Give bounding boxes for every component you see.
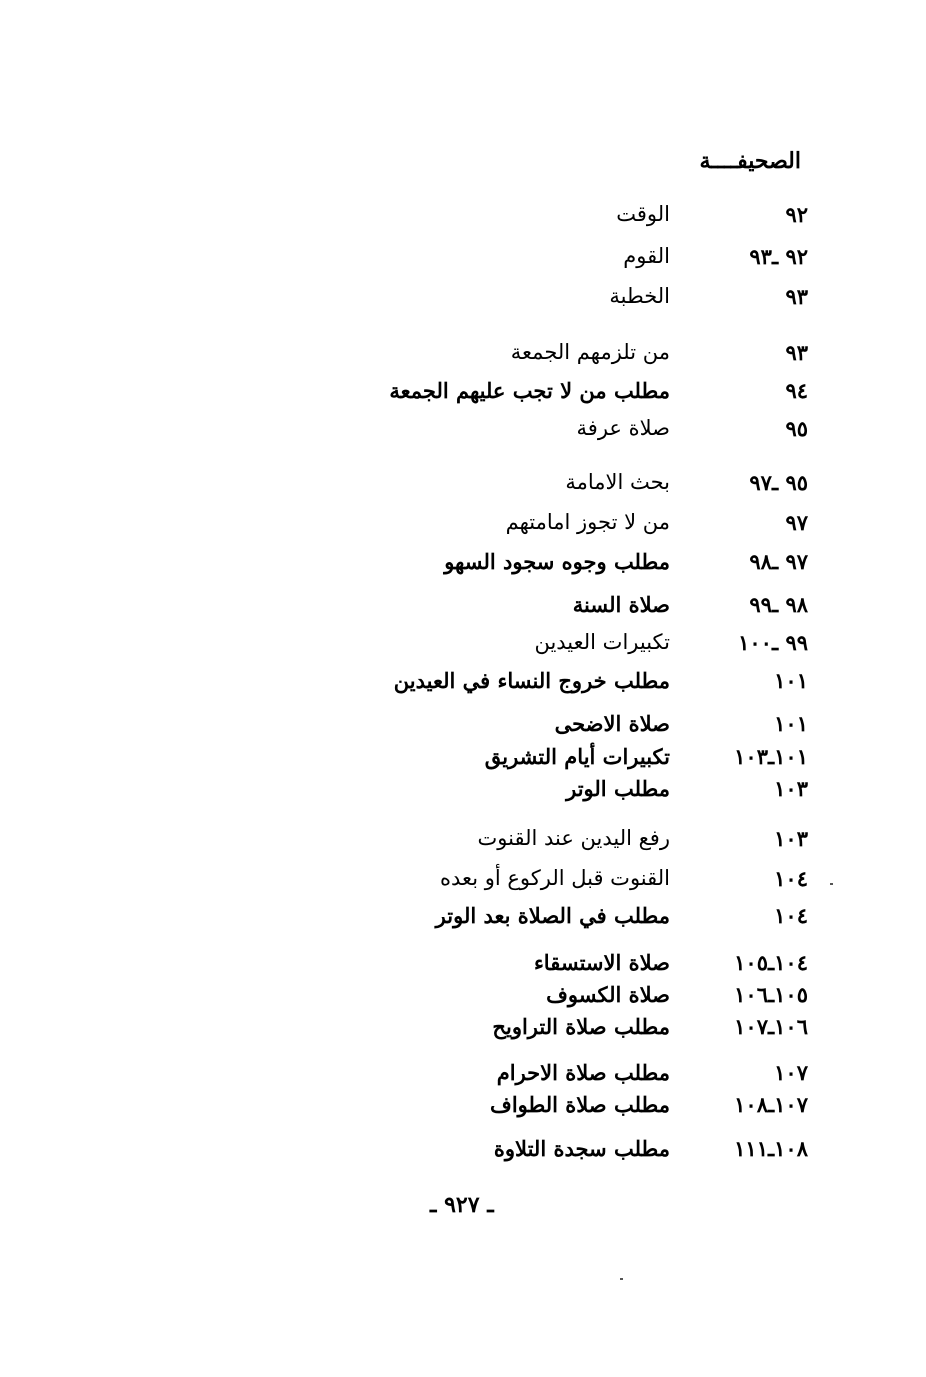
toc-entry [0, 1014, 926, 1048]
toc-entry [0, 903, 926, 937]
page-reference: ١٠٥ـ١٠٦ [734, 982, 808, 1007]
toc-entry [0, 416, 926, 450]
page-reference: ١٠٣ [774, 776, 808, 801]
page-reference: ١٠٦ـ١٠٧ [734, 1014, 808, 1039]
toc-entry [0, 284, 926, 318]
page-reference: ١٠١ـ١٠٣ [734, 744, 808, 769]
toc-entry [0, 340, 926, 374]
topic-title: رفع اليدين عند القنوت [477, 826, 670, 850]
page-reference: ٩٥ [785, 416, 808, 441]
toc-entry [0, 711, 926, 745]
column-header: الصحيفــــة [699, 148, 801, 174]
topic-title: مطلب خروج النساء في العيدين [393, 668, 670, 693]
topic-title: صلاة عرفة [576, 416, 670, 440]
toc-entry [0, 1060, 926, 1094]
toc-entry [0, 510, 926, 544]
toc-entry [0, 244, 926, 278]
toc-entry [0, 1092, 926, 1126]
topic-title: من لا تجوز امامتهم [505, 510, 670, 534]
topic-title: تكبيرات العيدين [534, 630, 670, 654]
page-reference: ٩٨ ـ٩٩ [749, 592, 808, 617]
toc-entry [0, 982, 926, 1016]
topic-title: صلاة الاستسقاء [533, 950, 670, 975]
topic-title: مطلب سجدة التلاوة [493, 1136, 670, 1161]
page-reference: ١٠٤ـ١٠٥ [734, 950, 808, 975]
page-reference: ١٠٧ـ١٠٨ [734, 1092, 808, 1117]
topic-title: تكبيرات أيام التشريق [484, 744, 670, 769]
topic-title: مطلب صلاة التراويح [492, 1014, 670, 1039]
page-reference: ٩٢ ـ٩٣ [749, 244, 808, 269]
page-reference: ١٠٨ـ١١١ [734, 1136, 808, 1161]
page-reference: ٩٤ [785, 378, 808, 403]
topic-title: من تلزمهم الجمعة [510, 340, 670, 364]
toc-entry [0, 470, 926, 504]
page-reference: ١٠٤ [774, 903, 808, 928]
toc-entry [0, 592, 926, 626]
topic-title: مطلب صلاة الطواف [490, 1092, 670, 1117]
topic-title: القنوت قبل الركوع أو بعده [440, 866, 670, 890]
page-reference: ٩٧ ـ٩٨ [749, 549, 808, 574]
toc-entry [0, 950, 926, 984]
toc-entry [0, 549, 926, 583]
toc-entry [0, 744, 926, 778]
scan-speck [620, 1278, 623, 1280]
page-reference: ٩٢ [785, 202, 808, 227]
topic-title: صلاة الاضحى [554, 711, 670, 736]
page-reference: ٩٧ [785, 510, 808, 535]
toc-entry [0, 630, 926, 664]
toc-entry [0, 826, 926, 860]
page-reference: ١٠٧ [774, 1060, 808, 1085]
page-reference: ١٠٣ [774, 826, 808, 851]
topic-title: القوم [623, 244, 670, 268]
toc-entry [0, 202, 926, 236]
topic-title: الخطبة [609, 284, 670, 308]
topic-title: صلاة الكسوف [546, 982, 670, 1007]
topic-title: مطلب وجوه سجود السهو [444, 549, 670, 574]
topic-title: الوقت [616, 202, 670, 226]
topic-title: مطلب في الصلاة بعد الوتر [435, 903, 670, 928]
page-reference: ١٠١ [774, 668, 808, 693]
toc-entry [0, 866, 926, 900]
page-reference: ٩٥ ـ٩٧ [749, 470, 808, 495]
toc-entry [0, 776, 926, 810]
page-number: ـ ٩٢٧ ـ [430, 1192, 494, 1218]
page-reference: ٩٩ ـ١٠٠ [738, 630, 808, 655]
page-reference: ١٠١ [774, 711, 808, 736]
page-reference: ٩٣ [785, 340, 808, 365]
page-reference: ٩٣ [785, 284, 808, 309]
scan-speck [830, 883, 833, 885]
toc-entry [0, 1136, 926, 1170]
page-reference: ١٠٤ [774, 866, 808, 891]
topic-title: مطلب صلاة الاحرام [496, 1060, 670, 1085]
toc-entry [0, 378, 926, 412]
topic-title: بحث الامامة [565, 470, 670, 494]
topic-title: مطلب الوتر [566, 776, 670, 801]
toc-entry [0, 668, 926, 702]
topic-title: مطلب من لا تجب عليهم الجمعة [389, 378, 670, 403]
topic-title: صلاة السنة [572, 592, 670, 617]
